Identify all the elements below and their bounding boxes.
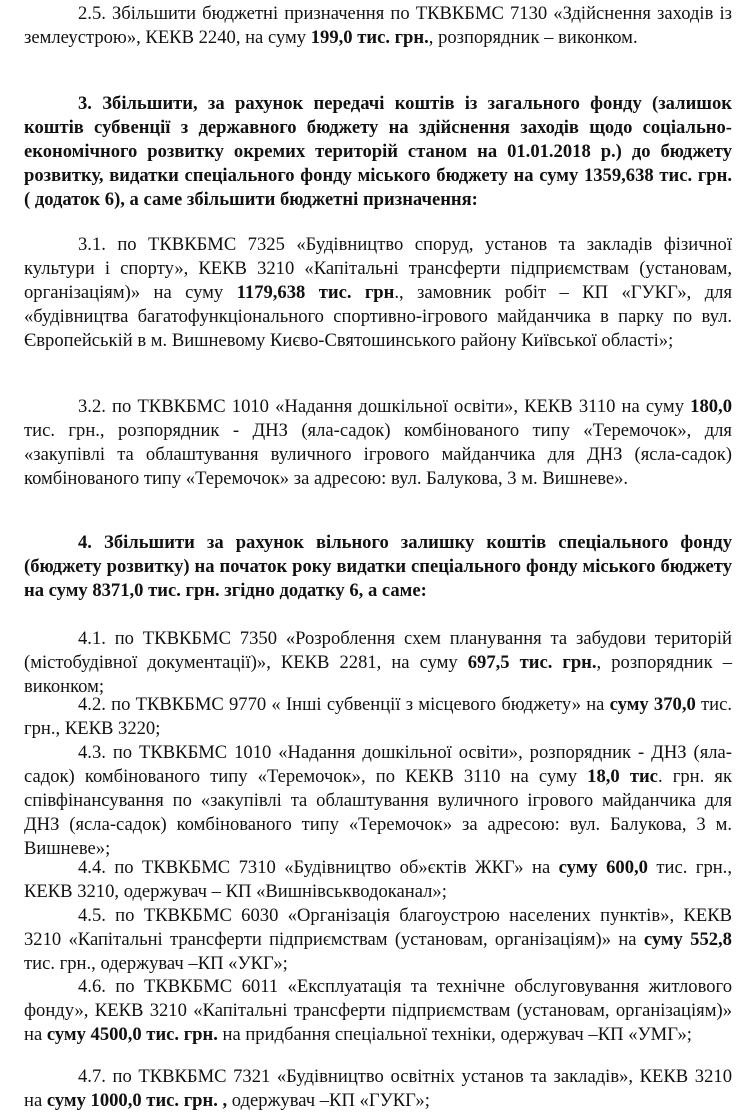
section-4-heading: 4. Збільшити за рахунок вільного залишку коштів спеціального фонду (бюджету розвитку) на початок року видатки спеціального фонду міського бюджету на суму 8371,0 тис. грн. згідно додатку 6, а саме: — [24, 532, 732, 602]
p43-text-a: 4.3. по ТКВКБМС 1010 «Надання дошкільної освіти», розпорядник - ДНЗ (яла-садок) комбінованого типу «Теремочок», по КЕКВ 3110 на суму — [24, 742, 732, 788]
paragraph-4-2 — [24, 693, 732, 741]
p44-text-a: 4.4. по ТКВКБМС 7310 «Будівництво об»єктів ЖКГ» на — [78, 857, 559, 878]
p44-text-c: тис. грн., КЕКВ 3210, одержувач – КП «Вишнівськводоканал»; — [24, 857, 732, 903]
p25-amount: 199,0 тис. грн. — [310, 27, 429, 49]
p31-amount: 1179,638 тис. грн — [236, 282, 395, 304]
p46-amount: суму 4500,0 тис. грн. — [46, 1024, 218, 1046]
p42-text-c: тис. грн., КЕКВ 3220; — [24, 694, 732, 740]
p32-text-c: тис. грн., розпорядник - ДНЗ (яла-садок) комбінованого типу «Теремочок», для «закупівлі та облаштування вуличного ігрового майданчика для ДНЗ (ясла-садок) комбінованого типу «Теремочок» за адресою: вул. Балукова, 3 м. Вишневе». — [24, 420, 732, 490]
paragraph-3-1 — [24, 233, 732, 353]
p46-text-c: на придбання спеціальної техніки, одержувач –КП «УМГ»; — [217, 1024, 692, 1046]
p25-text-c: , розпорядник – виконком. — [428, 27, 638, 49]
p43-amount: 18,0 тис — [587, 766, 658, 788]
p47-amount: суму 1000,0 тис. грн. , — [46, 1090, 228, 1112]
paragraph-4-1 — [24, 627, 732, 699]
p41-text-c: , розпорядник – виконком; — [24, 652, 732, 698]
paragraph-4-6 — [24, 975, 732, 1047]
paragraph-3-2 — [24, 395, 732, 491]
p45-text-a: 4.5. по ТКВКБМС 6030 «Організація благоустрою населених пунктів», КЕКВ 3210 «Капітальні трансферти підприємствам (установам, організаціям)» на — [24, 905, 732, 951]
paragraph-4-4 — [24, 856, 732, 904]
p45-amount: суму 552,8 — [643, 929, 732, 951]
p45-text-c: тис. грн., одержувач –КП «УКГ»; — [24, 953, 288, 975]
p32-text-a: 3.2. по ТКВКБМС 1010 «Надання дошкільної освіти», КЕКВ 3110 на суму — [78, 396, 691, 417]
section-3-heading: 3. Збільшити, за рахунок передачі коштів із загального фонду (залишок коштів субвенції з державного бюджету на здійснення заходів щодо соціально-економічного розвитку окремих територій станом на 01.01.2018 р.) до бюджету розвитку, видатки спеціального фонду міського бюджету на суму 1359,638 тис. грн. ( додаток 6), а саме збільшити бюджетні призначення: — [24, 93, 732, 211]
p44-amount: суму 600,0 — [558, 857, 648, 878]
p41-text-a: 4.1. по ТКВКБМС 7350 «Розроблення схем планування та забудови територій (містобудівної документації)», КЕКВ 2281, на суму — [24, 628, 732, 674]
p47-text-a: 4.7. по ТКВКБМС 7321 «Будівництво освітніх установ та закладів», КЕКВ 3210 на — [24, 1066, 732, 1112]
p43-text-c: . грн. як співфінансування по «закупівлі та облаштування вуличного ігрового майданчика для ДНЗ (ясла-садок) комбінованого типу «Теремочок» за адресою: вул. Балукова, 3 м. Вишневе»; — [24, 766, 732, 860]
p25-text-a: 2.5. Збільшити бюджетні призначення по ТКВКБМС 7130 «Здійснення заходів із землеустрою», КЕКВ 2240, на суму — [24, 3, 732, 49]
p42-amount: суму 370,0 — [609, 694, 696, 715]
paragraph-4-7 — [24, 1065, 732, 1113]
paragraph-4-3 — [24, 741, 732, 861]
p31-text-a: 3.1. по ТКВКБМС 7325 «Будівництво споруд, установ та закладів фізичної культури і спорту», КЕКВ 3210 «Капітальні трансферти підприємствам (установам, організаціям)» на суму — [24, 234, 732, 304]
p32-amount: 180,0 — [690, 396, 732, 417]
p46-text-a: 4.6. по ТКВКБМС 6011 «Експлуатація та технічне обслуговування житлового фонду», КЕКВ 3210 «Капітальні трансферти підприємствам (установам, організаціям)» на — [24, 976, 732, 1046]
p31-text-c: ., замовник робіт – КП «ГУКГ», для «будівництва багатофункціонального спортивно-ігрового майданчика в парку по вул. Європейській в м. Вишневому Києво-Святошинського району Київської області»; — [24, 282, 732, 352]
paragraph-2-5 — [24, 2, 732, 50]
p41-amount: 697,5 тис. грн. — [467, 652, 597, 674]
p47-text-c: одержувач –КП «ГУКГ»; — [227, 1090, 430, 1112]
paragraph-4-5 — [24, 904, 732, 976]
p42-text-a: 4.2. по ТКВКБМС 9770 « Інші субвенції з місцевого бюджету» на — [78, 694, 610, 715]
